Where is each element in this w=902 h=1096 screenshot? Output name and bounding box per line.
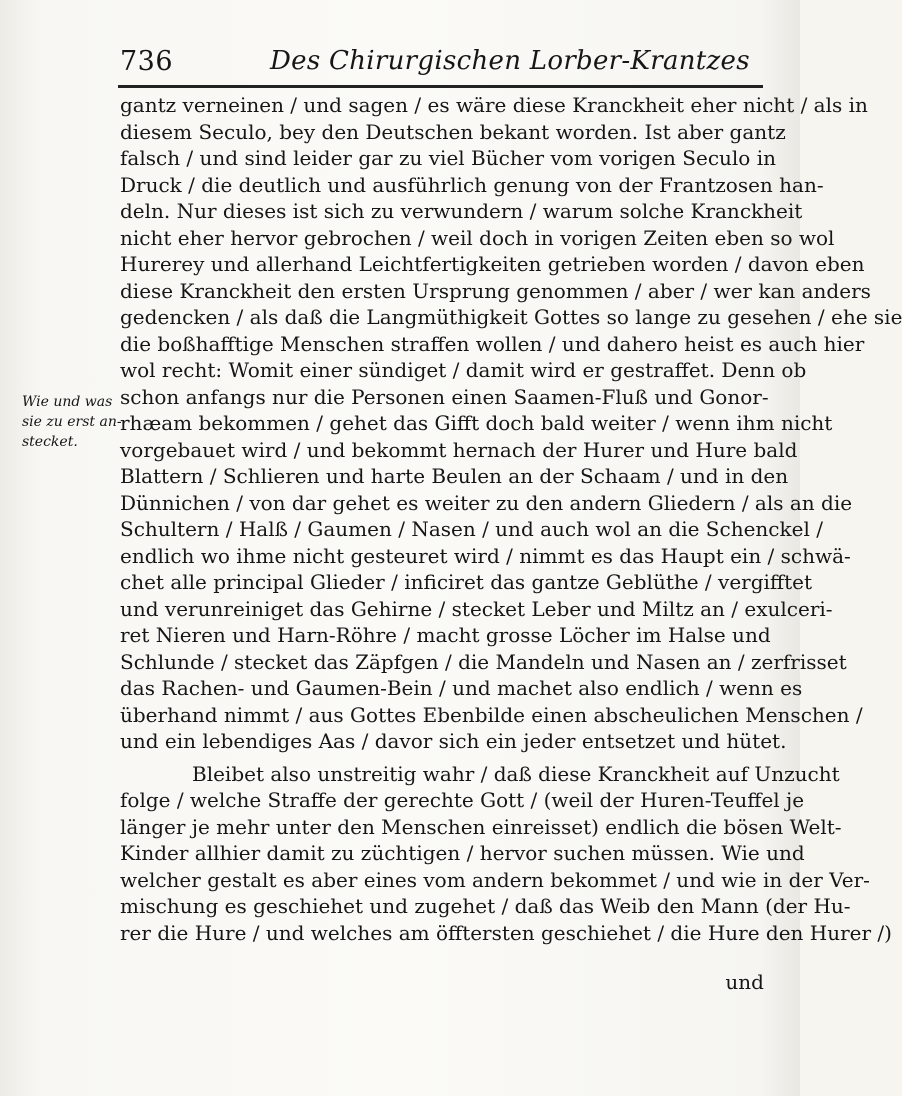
running-head: Des Chirurgischen Lorber-Krantzes <box>270 46 750 76</box>
text-line: wol recht: Womit einer sündiget / damit wird er gestraffet. Denn ob <box>120 358 807 382</box>
text-line: diesem Seculo, bey den Deutschen bekant worden. Ist aber gantz <box>120 119 786 144</box>
text-line: nicht eher hervor gebrochen / weil doch in vorigen Zeiten eben so wol <box>120 225 835 250</box>
text-line: chet alle principal Glieder / inficiret das gantze Geblüthe / vergifftet <box>120 570 813 594</box>
text-line: vorgebauet wird / und bekommt hernach der Hurer und Hure bald <box>120 437 798 462</box>
margin-note <box>22 392 124 452</box>
margin-note-line: Wie und was <box>22 394 113 410</box>
text-line: welcher gestalt es aber eines vom andern bekommet / und wie in der Ver- <box>120 867 870 892</box>
margin-note-line: stecket. <box>22 434 78 450</box>
text-line: deln. Nur dieses ist sich zu verwundern / warum solche Kranckheit <box>120 199 803 223</box>
text-line: Hurerey und allerhand Leichtfertigkeiten getrieben worden / davon eben <box>120 252 865 276</box>
text-line: mischung es geschiehet und zugehet / daß das Weib den Mann (der Hu- <box>120 894 851 918</box>
text-line: gantz verneinen / und sagen / es wäre diese Kranckheit eher nicht / als in <box>120 93 868 117</box>
text-line: länger je mehr unter den Menschen einreisset) endlich die bösen Welt- <box>120 814 842 839</box>
page-number: 736 <box>120 46 174 77</box>
text-line: ret Nieren und Harn-Röhre / macht grosse Löcher im Halse und <box>120 623 771 647</box>
text-line: Kinder allhier damit zu züchtigen / hervor suchen müssen. Wie und <box>120 841 805 865</box>
text-line: diese Kranckheit den ersten Ursprung genommen / aber / wer kan anders <box>120 278 871 303</box>
catchword: und <box>725 970 764 994</box>
text-line: überhand nimmt / aus Gottes Ebenbilde einen abscheulichen Menschen / <box>120 702 863 727</box>
text-line: Schultern / Halß / Gaumen / Nasen / und auch wol an die Schenckel / <box>120 517 823 541</box>
text-line: die boßhafftige Menschen straffen wollen / und dahero heist es auch hier <box>120 331 865 356</box>
margin-note-line: sie zu erst an- <box>22 414 122 430</box>
text-line: endlich wo ihme nicht gesteuret wird / nimmt es das Haupt ein / schwä- <box>120 543 851 568</box>
text-line: Druck / die deutlich und ausführlich genung von der Frantzosen han- <box>120 172 824 197</box>
text-line: Schlunde / stecket das Zäpfgen / die Mandeln und Nasen an / zerfrisset <box>120 649 847 674</box>
text-line: das Rachen- und Gaumen-Bein / und machet also endlich / wenn es <box>120 676 803 700</box>
text-line: und ein lebendiges Aas / davor sich ein jeder entsetzet und hütet. <box>120 729 787 753</box>
text-line: rer die Hure / und welches am öfftersten geschiehet / die Hure den Hurer /) <box>120 920 892 945</box>
text-line: und verunreiniget das Gehirne / stecket Leber und Miltz an / exulceri- <box>120 596 833 621</box>
text-line: gedencken / als daß die Langmüthigkeit Gottes so lange zu gesehen / ehe sie <box>120 305 902 329</box>
text-line: rhæam bekommen / gehet das Gifft doch bald weiter / wenn ihm nicht <box>120 411 833 435</box>
text-line: Dünnichen / von dar gehet es weiter zu den andern Gliedern / als an die <box>120 490 853 515</box>
text-line: Blattern / Schlieren und harte Beulen an der Schaam / und in den <box>120 464 789 488</box>
text-line: folge / welche Straffe der gerechte Gott / (weil der Huren-Teuffel je <box>120 788 805 812</box>
body-text <box>120 92 902 946</box>
header-rule <box>118 85 763 88</box>
text-line: schon anfangs nur die Personen einen Saamen-Fluß und Gonor- <box>120 384 769 409</box>
text-line: Bleibet also unstreitig wahr / daß diese Kranckheit auf Unzucht <box>192 761 840 786</box>
page-header <box>118 40 768 90</box>
text-line: falsch / und sind leider gar zu viel Bücher vom vorigen Seculo in <box>120 146 776 170</box>
